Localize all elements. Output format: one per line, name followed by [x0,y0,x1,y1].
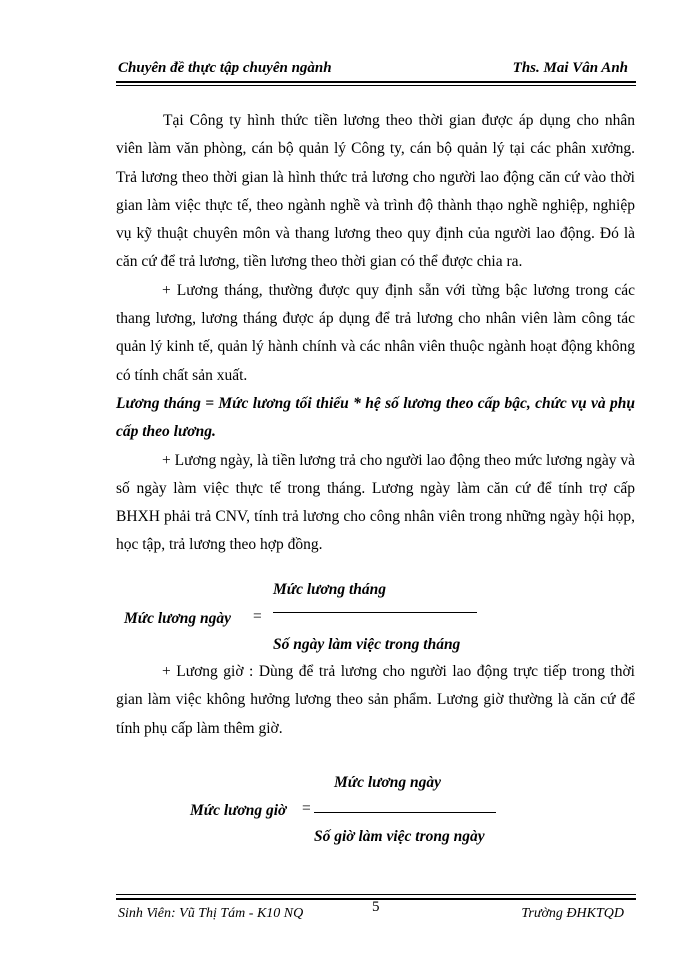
paragraph-hourly-pay: + Lương giờ : Dùng để trả lương cho người lao động trực tiếp trong thời gian làm việc không hưởng lương theo sản phẩm. Lương giờ thường là căn cứ để tính phụ cấp làm thêm giờ. [116,663,635,737]
page-number: 5 [372,899,380,915]
header-author: Ths. Mai Vân Anh [512,60,628,76]
document-body-continued [116,658,635,743]
eq-day-equals: = [253,608,262,625]
eq-hour-denominator: Số giờ làm việc trong ngày [314,828,485,845]
paragraph-time-based-pay: Tại Công ty hình thức tiền lương theo thời gian được áp dụng cho nhân viên làm văn phòng, cán bộ quản lý Công ty, cán bộ quản lý tại các phân xưởng. Trả lương theo thời gian là hình thức trả lương cho người lao động căn cứ vào thời gian làm việc thực tế, theo ngành nghề và trình độ thành thạo nghề nghiệp, nghiệp vụ kỹ thuật chuyên môn và thang lương theo quy định của người lao động. Đó là căn cứ để trả lương, tiền lương theo thời gian có thể được chia ra. [116,112,635,271]
document-body [116,107,635,560]
header-rule-thin [116,85,636,86]
footer-student: Sinh Viên: Vũ Thị Tám - K10 NQ [118,906,304,921]
page-footer [116,896,636,926]
eq-hour-equals: = [302,800,311,817]
header-rule-thick [116,81,636,83]
eq-day-numerator: Mức lương tháng [273,581,387,598]
eq-day-denominator: Số ngày làm việc trong tháng [273,636,461,653]
eq-hour-numerator: Mức lương ngày [334,774,441,791]
header-title: Chuyên đề thực tập chuyên ngành [118,60,332,76]
paragraph-monthly-pay: + Lương tháng, thường được quy định sẵn với từng bậc lương trong các thang lương, lương tháng được áp dụng để trả lương cho nhân viên làm công tác quản lý kinh tế, quản lý hành chính và các nhân viên thuộc ngành hoạt động không có tính chất sản xuất. [116,281,635,384]
footer-school: Trường ĐHKTQD [521,906,624,921]
paragraph-daily-pay: + Lương ngày, là tiền lương trả cho người lao động theo mức lương ngày và số ngày làm việc thực tế trong tháng. Lương ngày làm căn cứ để tính trợ cấp BHXH phải trả CNV, tính trả lương cho công nhân viên trong những ngày hội họp, học tập, trả lương theo hợp đồng. [116,451,635,554]
page-header [116,56,636,84]
eq-day-lhs: Mức lương ngày [124,610,231,627]
footer-rule-thin [116,894,636,895]
eq-hour-lhs: Mức lương giờ [190,802,287,819]
formula-monthly-pay: Lương tháng = Mức lương tối thiểu * hệ số lương theo cấp bậc, chức vụ và phụ cấp theo lương. [116,394,635,441]
eq-hour-fraction-bar [314,812,496,813]
eq-day-fraction-bar [273,612,477,613]
